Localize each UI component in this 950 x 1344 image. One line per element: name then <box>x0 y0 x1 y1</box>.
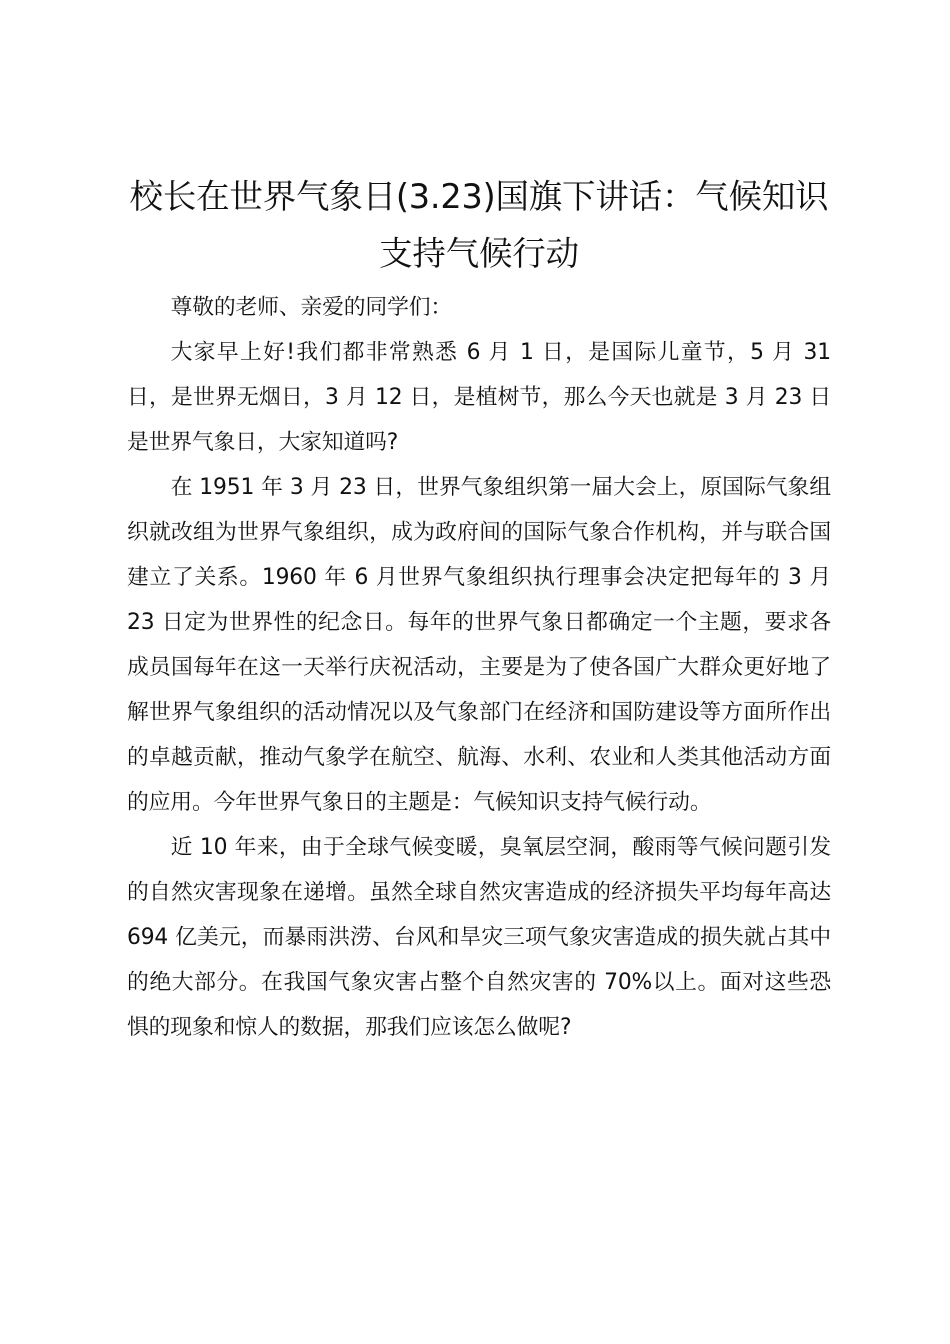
greeting: 尊敬的老师、亲爱的同学们： <box>170 295 453 320</box>
paragraph-2: 在 1951 年 3 月 23 日，世界气象组织第一届大会上，原国际气象组织就改组为世界气象组织，成为政府间的国际气象合作机构，并与联合国建立了关系。1960 年 6 月世界气象组织执行理事会决定把每年的 3 月 23 日定为世界性的纪念日。每年的世界气象日都确定一个主题，要求各成员国每年在这一天举行庆祝活动，主要是为了使各国广大群众更好地了解世界气象组织的活动情况以及气象部门在经济和国防建设等方面所作出的卓越贡献，推动气象学在航空、航海、水利、农业和人类其他活动方面的应用。今年世界气象日的主题是：气候知识支持气候行动。 <box>127 475 831 815</box>
document-page <box>127 168 831 1050</box>
document-title: 校长在世界气象日(3.23)国旗下讲话：气候知识支持气候行动 <box>129 177 829 273</box>
paragraph-3: 近 10 年来，由于全球气候变暖，臭氧层空洞，酸雨等气候问题引发的自然灾害现象在递增。虽然全球自然灾害造成的经济损失平均每年高达 694 亿美元，而暴雨洪涝、台风和旱灾三项气象灾害造成的损失就占其中的绝大部分。在我国气象灾害占整个自然灾害的 70%以上。面对这些恐惧的现象和惊人的数据，那我们应该怎么做呢? <box>127 835 831 1040</box>
paragraph-1: 大家早上好!我们都非常熟悉 6 月 1 日，是国际儿童节，5 月 31 日，是世界无烟日，3 月 12 日，是植树节，那么今天也就是 3 月 23 日是世界气象日，大家知道吗? <box>127 340 831 455</box>
